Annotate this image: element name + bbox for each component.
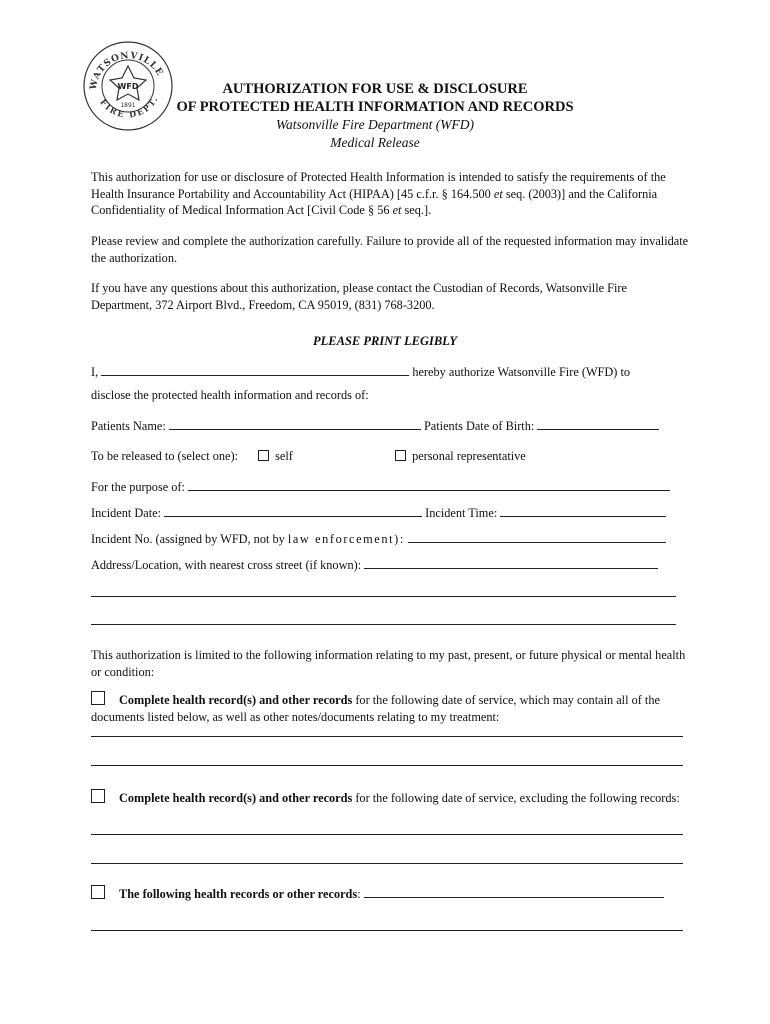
subtitle-line-1: Watsonville Fire Department (WFD) <box>275 117 475 132</box>
incident-time-field[interactable] <box>500 505 666 517</box>
purpose-field[interactable] <box>188 479 670 491</box>
incident-date-field[interactable] <box>164 505 422 517</box>
address-field[interactable] <box>364 557 658 569</box>
address-line-3[interactable] <box>91 624 676 625</box>
incident-date-time-row: Incident Date: Incident Time: <box>91 505 681 521</box>
title-line-1: AUTHORIZATION FOR USE & DISCLOSURE <box>222 81 528 97</box>
subtitle-line-2: Medical Release <box>330 135 420 150</box>
purpose-row: For the purpose of: <box>91 479 681 495</box>
excluding-records-line-1[interactable] <box>91 834 683 835</box>
intro-paragraph-3: If you have any questions about this authorization, please contact the Custodian of Records, Watsonville Fire Department, 372 Airport Blvd., Freedom, CA 95019, (831) 768-3200. <box>91 281 627 312</box>
address-row: Address/Location, with nearest cross street (if known): <box>91 557 681 573</box>
following-records-checkbox[interactable] <box>91 885 105 899</box>
complete-records-checkbox[interactable] <box>91 691 105 705</box>
release-row: To be released to (select one): self personal representative <box>91 449 526 463</box>
following-records-line-2[interactable] <box>91 930 683 931</box>
personal-representative-checkbox[interactable] <box>395 450 406 461</box>
complete-records-excluding-checkbox[interactable] <box>91 789 105 803</box>
following-records-field[interactable] <box>364 886 664 898</box>
intro-paragraph-1: This authorization for use or disclosure of Protected Health Information is intended to satisfy the requirements of the Health Insurance Portability and Accountability Act (HIPAA) [45 c.f.r. § 164.500 et seq. (2003)] and the California Confidentiality of Medical Information Act [Civil Code § 56 et seq.]. <box>91 170 666 217</box>
complete-records-line-2[interactable] <box>91 765 683 766</box>
option-following-records: The following health records or other records: <box>91 885 681 902</box>
intro-paragraph-2: Please review and complete the authorization carefully. Failure to provide all of the requested information may invalidate the authorization. <box>91 234 689 265</box>
option-complete-records: Complete health record(s) and other records for the following date of service, which may contain all of the documents listed below, as well as other notes/documents relating to my treatment: <box>91 693 660 724</box>
header <box>170 80 580 152</box>
patient-row: Patients Name: Patients Date of Birth: <box>91 418 681 434</box>
excluding-records-line-2[interactable] <box>91 863 683 864</box>
option-complete-records-excluding: Complete health record(s) and other records for the following date of service, excluding the following records: <box>91 789 691 807</box>
disclose-text: disclose the protected health information and records of: <box>91 388 369 402</box>
seal-year-text: 1891 <box>120 102 136 109</box>
self-label: self <box>275 449 293 463</box>
incident-number-field[interactable] <box>408 531 666 543</box>
address-line-2[interactable] <box>91 596 676 597</box>
fire-department-seal-logo <box>82 40 174 132</box>
print-legibly-heading: PLEASE PRINT LEGIBLY <box>313 334 457 348</box>
title-line-2: OF PROTECTED HEALTH INFORMATION AND RECORDS <box>176 99 574 115</box>
incident-number-row: Incident No. (assigned by WFD, not by law enforcement): <box>91 531 681 547</box>
patient-name-field[interactable] <box>169 418 421 430</box>
seal-text-bottom: FIRE DEPT. <box>98 93 161 120</box>
seal-center-text: WFD <box>117 82 139 91</box>
patient-dob-field[interactable] <box>537 418 659 430</box>
self-checkbox[interactable] <box>258 450 269 461</box>
personal-representative-label: personal representative <box>412 449 526 463</box>
authorizer-name-field[interactable] <box>101 364 409 376</box>
seal-text-top: WATSONVILLE <box>88 50 165 91</box>
authorize-row: I, hereby authorize Watsonville Fire (WFD) to <box>91 365 631 379</box>
limitation-intro: This authorization is limited to the following information relating to my past, present, or future physical or mental health or condition: <box>91 648 686 679</box>
complete-records-line-1[interactable] <box>91 736 683 737</box>
